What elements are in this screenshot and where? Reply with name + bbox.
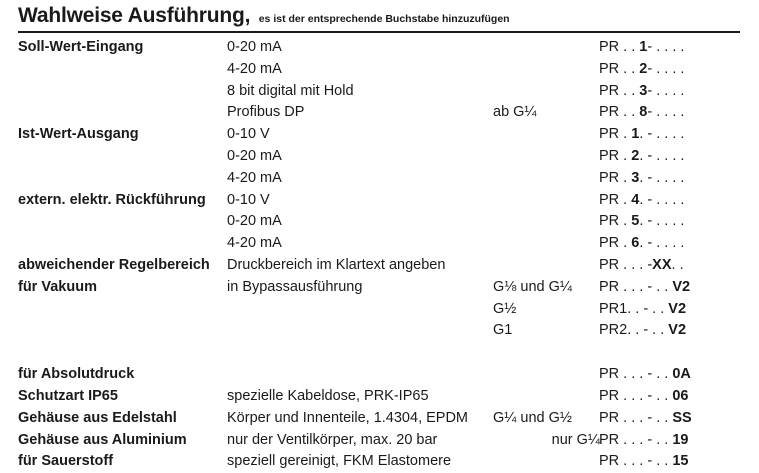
option-label: abweichender Regelbereich [18,256,210,273]
section-title: Wahlweise Ausführung, [18,4,251,27]
order-code-prefix: PR . [599,213,632,230]
order-code-prefix: PR . . . - . . [599,409,673,426]
order-code-letter: 4 [631,191,640,208]
option-label: Gehäuse aus Edelstahl [18,409,177,426]
order-code-suffix: . . [671,256,684,273]
order-code-prefix: PR1. . - . . [599,300,669,317]
option-description: 4-20 mA [227,235,282,252]
option-label: für Vakuum [18,278,97,295]
option-description: 0-10 V [227,126,270,143]
option-description: 8 bit digital mit Hold [227,82,354,99]
order-code-suffix: - . . . . [647,60,685,77]
option-row [18,37,748,59]
option-label: Soll-Wert-Eingang [18,39,144,55]
order-code-letter: XX [652,256,672,273]
order-code-letter: 06 [672,387,689,404]
order-code-suffix: . - . . . . [639,126,685,143]
order-code [599,81,684,103]
option-description: nur der Ventilkörper, max. 20 bar [227,431,438,448]
option-label: Schutzart IP65 [18,387,118,404]
order-code-prefix: PR2. . - . . [599,322,669,339]
order-code-letter: 3 [639,82,648,99]
option-description: 0-20 mA [227,213,282,230]
option-note: G1 [493,322,513,339]
order-code [599,451,688,473]
option-description: spezielle Kabeldose, PRK-IP65 [227,387,429,404]
order-code-suffix: . - . . . . [639,235,685,252]
order-code-suffix: - . . . . [647,39,685,55]
order-code-letter: V2 [668,322,687,339]
option-description: 0-20 mA [227,147,282,164]
option-note: ab G¼ [493,104,537,121]
order-code-prefix: PR . . [599,39,640,55]
option-row [18,277,748,299]
order-code [599,211,684,233]
option-row [18,124,748,146]
option-label: Ist-Wert-Ausgang [18,126,139,143]
option-description: Profibus DP [227,104,305,121]
option-row [18,211,748,233]
order-code [599,277,690,299]
order-code-letter: V2 [668,300,687,317]
order-code-prefix: PR . [599,126,632,143]
option-table [18,37,748,473]
order-code-prefix: PR . [599,191,632,208]
option-row [18,320,748,342]
order-code-letter: 3 [631,169,640,186]
order-code [599,124,684,146]
order-code-prefix: PR . . . - . . [599,366,673,383]
order-code-prefix: PR . . . - . . [599,453,673,470]
option-row [18,299,748,321]
order-code-suffix: - . . . . [647,82,685,99]
option-description: Druckbereich im Klartext angeben [227,256,446,273]
option-row [18,430,748,452]
option-note: G⅛ und G¼ [493,278,572,295]
option-description: in Bypassausführung [227,278,363,295]
order-code-suffix: . - . . . . [639,169,685,186]
option-description: 4-20 mA [227,60,282,77]
option-row [18,146,748,168]
order-code-prefix: PR . [599,147,632,164]
order-code-prefix: PR . . . - . . [599,387,673,404]
order-code-letter: 2 [639,60,648,77]
order-code [599,320,686,342]
option-row [18,364,748,386]
order-code [599,190,684,212]
option-description: 4-20 mA [227,169,282,186]
option-row [18,255,748,277]
option-row [18,451,748,473]
order-code [599,59,684,81]
order-code-letter: 15 [672,453,689,470]
option-description: 0-10 V [227,191,270,208]
option-label: für Sauerstoff [18,453,114,470]
order-code-letter: V2 [672,278,691,295]
order-code-letter: 0A [672,366,691,383]
order-code [599,430,688,452]
order-code-prefix: PR . . [599,60,640,77]
order-code-letter: 6 [631,235,640,252]
option-row [18,233,748,255]
order-code-suffix: . - . . . . [639,213,685,230]
option-label: extern. elektr. Rückführung [18,191,206,208]
option-row [18,102,748,124]
order-code-prefix: PR . [599,235,632,252]
option-label: Gehäuse aus Aluminium [18,431,187,448]
order-code-letter: 19 [672,431,689,448]
option-note: G½ [493,300,517,317]
option-row [18,81,748,103]
order-code [599,255,684,277]
option-label: für Absolutdruck [18,366,135,383]
order-code-prefix: PR . . . - . . [599,278,673,295]
order-code-letter: 1 [631,126,640,143]
order-code [599,408,692,430]
option-row [18,59,748,81]
option-row [18,408,748,430]
order-code [599,386,688,408]
order-code-suffix: - . . . . [647,104,685,121]
order-code-letter: 5 [631,213,640,230]
section-header [18,4,749,34]
option-description: 0-20 mA [227,39,282,55]
order-code-letter: 2 [631,147,640,164]
order-code [599,168,684,190]
option-description: Körper und Innenteile, 1.4304, EPDM [227,409,469,426]
order-code-prefix: PR . [599,169,632,186]
order-code [599,299,686,321]
order-code-prefix: PR . . [599,104,640,121]
order-code-letter: 1 [639,39,648,55]
order-code [599,233,684,255]
option-row [18,386,748,408]
order-code [599,102,684,124]
option-note: G¼ und G½ [493,409,572,426]
order-code [599,146,684,168]
option-row [18,168,748,190]
section-subtitle: es ist der entsprechende Buchstabe hinzuzufügen [258,13,510,25]
order-code-suffix: . - . . . . [639,147,685,164]
order-code-letter: SS [672,409,692,426]
title-underline [18,31,740,33]
order-code-suffix: . - . . . . [639,191,685,208]
order-code-prefix: PR . . . - [599,256,653,273]
order-code-letter: 8 [639,104,648,121]
order-code-prefix: PR . . [599,82,640,99]
option-note: nur G¼ [551,431,600,448]
option-row [18,190,748,212]
order-code-prefix: PR . . . - . . [599,431,673,448]
option-description: speziell gereinigt, FKM Elastomere [227,453,452,470]
order-code [599,364,691,386]
order-code [599,37,684,59]
